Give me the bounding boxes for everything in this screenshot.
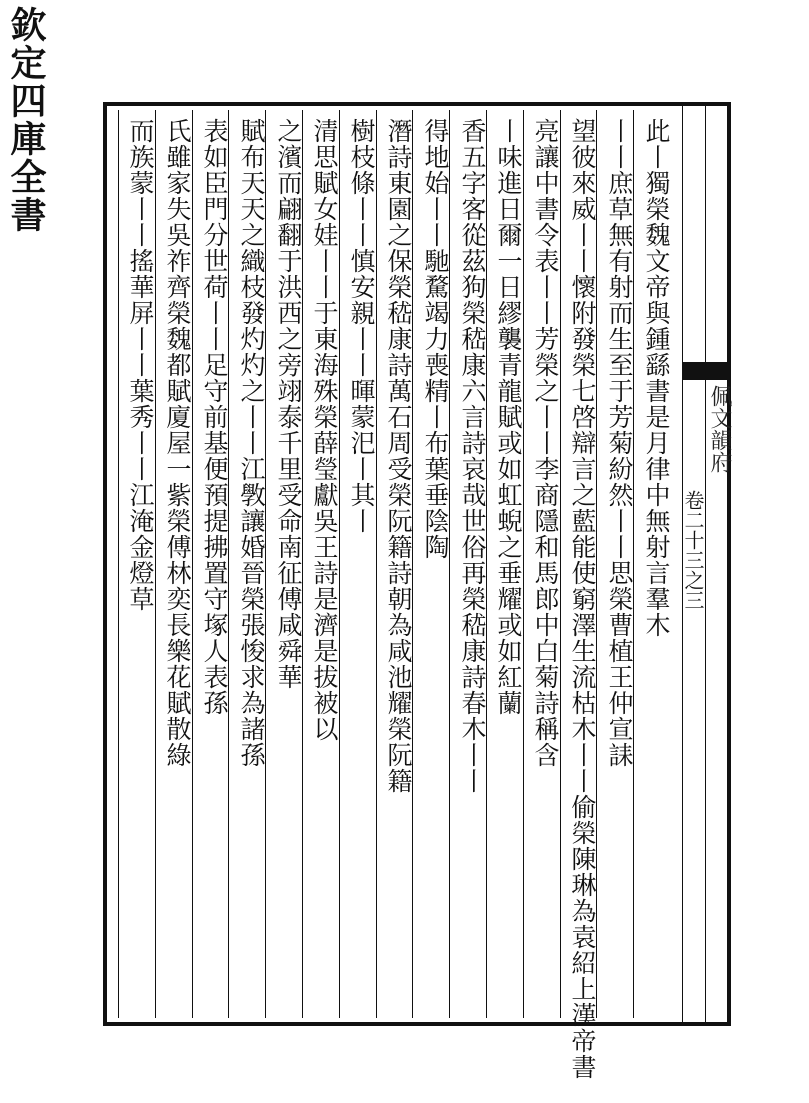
text-column: 此丨獨榮魏文帝與鍾繇書是月律中無射言羣木	[642, 118, 671, 638]
text-column: 之濱而翩翻于洪西之旁翊泰千里受命南征傅咸舜華	[274, 118, 303, 690]
volume-number: 卷二十三之三	[681, 490, 705, 610]
book-title: 欽定四庫全書	[5, 6, 47, 234]
text-column: 亮讓中書令表丨丨芳榮之丨丨李商隱和馬郎中白菊詩稱含	[531, 118, 560, 768]
text-column: 丨丨庶草無有射而生至于芳菊紛然丨丨思榮曹植王仲宣誄	[605, 118, 634, 768]
fish-tail-mark	[683, 362, 730, 380]
book-subtitle: 佩文韻府	[707, 385, 732, 473]
text-column: 樹枝條丨丨慎安親丨丨暉蒙汜丨其丨	[347, 118, 376, 534]
column-rule	[118, 110, 119, 1018]
text-column: 賦布天天之織枝發灼灼之丨丨江斆讓婚晉榮張悛求為諸孫	[237, 118, 266, 768]
text-column: 望彼來威丨丨懷附發榮七啓辯言之藍能使窮澤生流枯木丨丨偷榮陳琳為袁紹上漢帝書	[568, 118, 597, 1080]
text-column: 表如臣門分世荷丨丨足守前基便預提拂置守塚人表孫	[200, 118, 229, 716]
text-column: 氏雖家失吳祚齊榮魏都賦廈屋一紫榮傅林奕長樂花賦散綠	[163, 118, 192, 768]
text-column: 而族蒙丨丨搖華屏丨丨葉秀丨丨江淹金燈草	[126, 118, 155, 612]
text-column: 潛詩東園之保榮嵇康詩萬石周受榮阮籍詩朝為咸池耀榮阮籍	[384, 118, 413, 794]
text-column: 香五字客從茲狗榮嵇康六言詩哀哉世俗再榮嵇康詩春木丨丨	[458, 118, 487, 794]
text-column: 丨味進日爾一日繆襲青龍賦或如虹蜺之垂耀或如紅蘭	[494, 118, 523, 716]
text-column: 清思賦女娃丨丨于東海殊榮薛瑩獻吳王詩是濟是拔被以	[310, 118, 339, 742]
text-column: 得地始丨丨馳騖竭力喪精丨布葉垂陰陶	[421, 118, 450, 560]
